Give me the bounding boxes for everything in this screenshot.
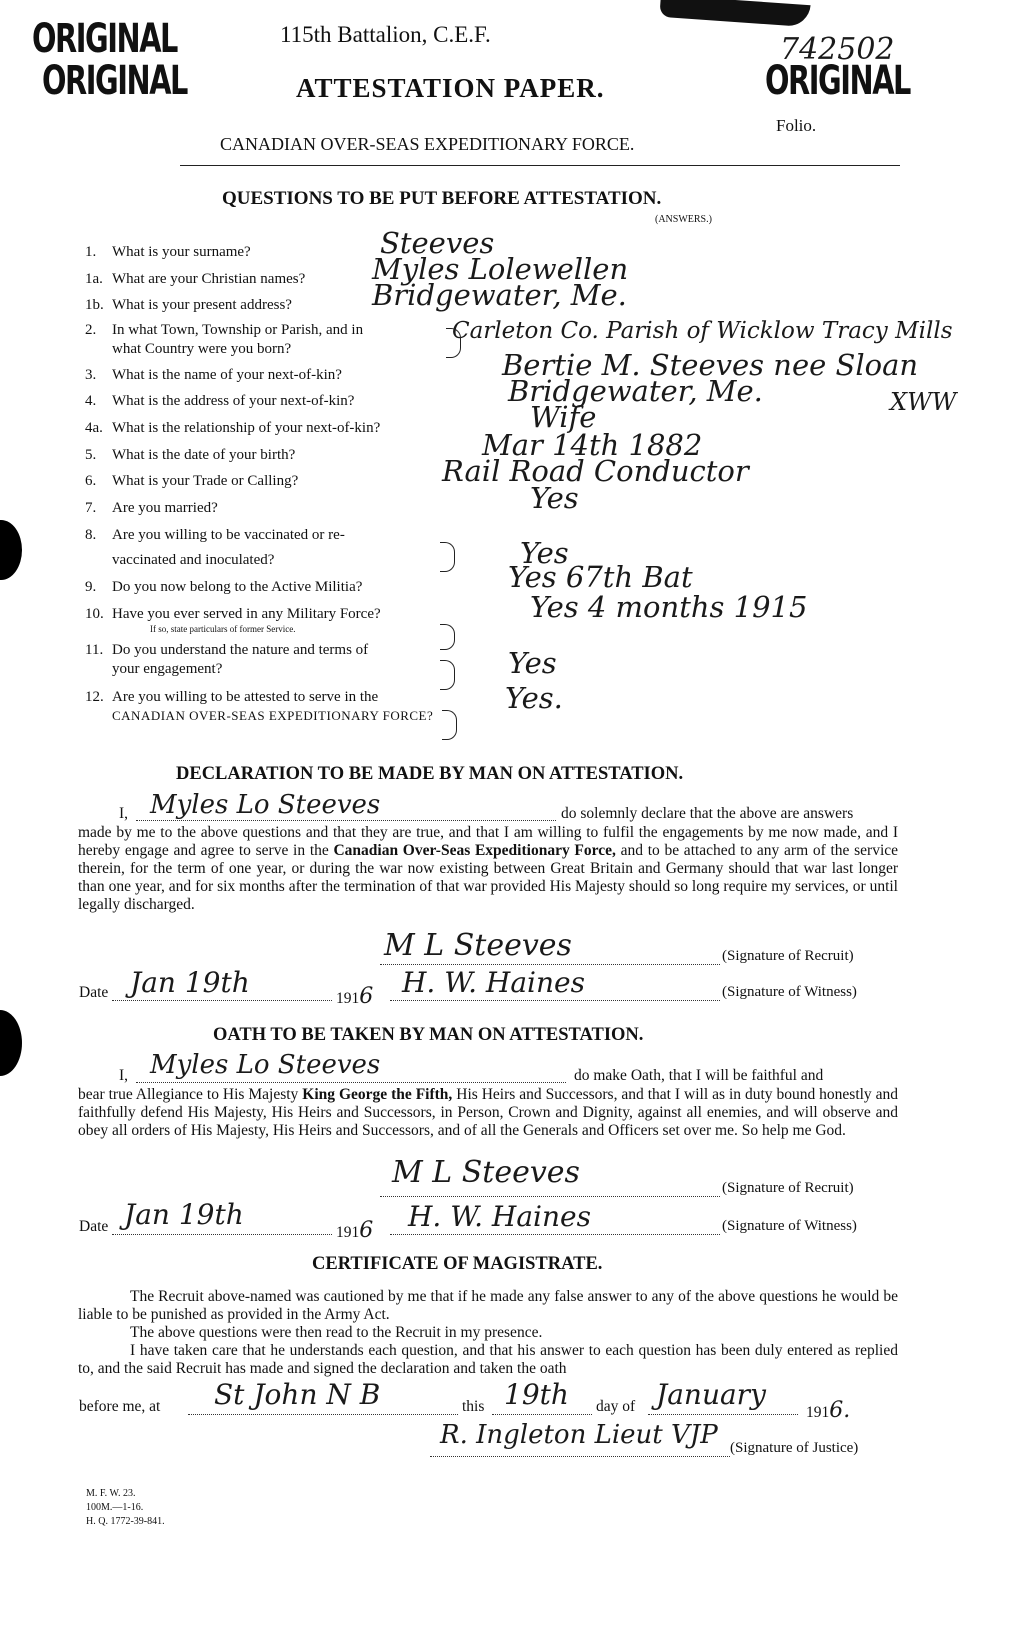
margin-initials: XWW (890, 388, 957, 416)
question-answer: Yes (530, 481, 579, 515)
battalion: 115th Battalion, C.E.F. (280, 22, 491, 47)
oath-date: Jan 19th (124, 1198, 244, 1231)
declaration-recruit-line (380, 964, 720, 965)
certificate-this-label: this (462, 1398, 485, 1415)
oath-body-2: His Heirs and Successors, and that I will as in duty bound honestly and faithfully defend His Majesty, His Heirs and Successors, in Person, Crown and Dignity, against all enemies, and will observe and obey all orders of His Majesty, His Heirs and Successors, and of all the Generals and Officers set over me. So help me God. (78, 1086, 899, 1139)
question-number: 4. (85, 393, 97, 409)
question-number: 11. (85, 642, 104, 658)
justice-signature: R. Ingleton Lieut VJP (440, 1420, 718, 1450)
question-text: What is the relationship of your next-of-kin? (112, 420, 381, 436)
question-number: 8. (85, 527, 97, 543)
question-number: 1b. (85, 297, 104, 313)
original-stamp-left-1: ORIGINAL (32, 16, 177, 62)
declaration-recruit-signature: M L Steeves (384, 928, 572, 963)
question-text: Are you willing to be attested to serve in the (112, 689, 379, 705)
folio-label: Folio. (776, 116, 817, 135)
question-text: What is your surname? (112, 244, 251, 260)
question-number: 10. (85, 606, 104, 622)
oath-title: OATH TO BE TAKEN BY MAN ON ATTESTATION. (213, 1025, 644, 1045)
footer-line-3: H. Q. 1772-39-841. (86, 1516, 165, 1527)
page-title: ATTESTATION PAPER. (296, 73, 605, 103)
oath-recruit-signature: M L Steeves (392, 1155, 580, 1190)
brace-q11 (440, 660, 455, 690)
declaration-body (78, 824, 898, 914)
question-number: 6. (85, 473, 97, 489)
declaration-date-line (112, 1000, 332, 1001)
question-answer: Carleton Co. Parish of Wicklow Tracy Mills (452, 318, 953, 344)
header-divider (180, 165, 900, 166)
question-number: 12. (85, 689, 104, 705)
declaration-name-line (136, 820, 556, 821)
question-answer: Bridgewater, Me. (508, 374, 763, 408)
certificate-month-line (648, 1414, 798, 1415)
certificate-before-me: before me, at (79, 1398, 161, 1415)
oath-recruit-line (380, 1196, 720, 1197)
oath-recruit-label: (Signature of Recruit) (722, 1180, 854, 1196)
punch-hole-top (0, 520, 22, 580)
certificate-year-prefix: 191 (806, 1404, 830, 1421)
question-text: What is the address of your next-of-kin? (112, 393, 355, 409)
oath-body (78, 1086, 898, 1140)
original-stamp-left-2: ORIGINAL (42, 58, 187, 104)
declaration-i-label: I, (119, 805, 129, 822)
oath-year-prefix: 191 (336, 1224, 360, 1241)
question-number: 1a. (85, 271, 103, 287)
certificate-p2: The above questions were then read to the Recruit in my presence. (130, 1324, 543, 1341)
question-text: Are you married? (112, 500, 218, 516)
certificate-year-suffix: 6. (829, 1398, 851, 1423)
declaration-name: Myles Lo Steeves (150, 790, 381, 820)
oath-date-label: Date (79, 1218, 109, 1235)
question-number: 1. (85, 244, 97, 260)
oath-i-label: I, (119, 1067, 129, 1084)
question-text-continued: vaccinated and inoculated? (112, 552, 275, 568)
question-text: Do you now belong to the Active Militia? (112, 579, 363, 595)
footer-line-2: 100M.—1-16. (86, 1502, 144, 1513)
question-number: 3. (85, 367, 97, 383)
original-stamp-right: ORIGINAL (765, 58, 910, 104)
question-answer: Yes 4 months 1915 (530, 590, 808, 624)
oath-year-suffix: 6 (359, 1218, 374, 1243)
oath-witness-line (390, 1234, 720, 1235)
answers-heading: (ANSWERS.) (655, 214, 712, 225)
certificate-p1: The Recruit above-named was cautioned by me that if he made any false answer to any of the above questions he would be liable to be punished as provided in the Army Act. (78, 1288, 898, 1323)
certificate-p3: I have taken care that he understands each question, and that his answer to each question has been duly entered as replied to, and the said Recruit has made and signed the declaration and taken the oath (78, 1342, 898, 1377)
footer-line-1: M. F. W. 23. (86, 1488, 136, 1499)
regimental-number: 742502 (780, 32, 895, 67)
declaration-witness-line (390, 1000, 720, 1001)
oath-name: Myles Lo Steeves (150, 1050, 381, 1080)
certificate-day-line (492, 1414, 592, 1415)
declaration-date-label: Date (79, 984, 109, 1001)
declaration-year-prefix: 191 (336, 990, 360, 1007)
declaration-title: DECLARATION TO BE MADE BY MAN ON ATTESTATION. (176, 764, 684, 784)
question-text-continued: your engagement? (112, 661, 223, 677)
question-answer: Rail Road Conductor (442, 454, 749, 488)
declaration-body-bold: Canadian Over-Seas Expeditionary Force, (333, 842, 616, 859)
question-text: What is the date of your birth? (112, 447, 296, 463)
declaration-text-after-name: do solemnly declare that the above are answers (561, 805, 854, 822)
question-text: Have you ever served in any Military Force? (112, 606, 381, 622)
corner-ink-blot (659, 0, 810, 27)
question-answer: Yes (520, 536, 569, 570)
declaration-witness-signature: H. W. Haines (402, 966, 585, 999)
certificate-place-line (188, 1414, 458, 1415)
question-text-continued: CANADIAN OVER-SEAS EXPEDITIONARY FORCE? (112, 708, 434, 723)
brace-q10 (440, 624, 455, 650)
brace-q12 (442, 710, 457, 740)
declaration-witness-label: (Signature of Witness) (722, 984, 857, 1000)
justice-signature-line (430, 1456, 730, 1457)
questions-title: QUESTIONS TO BE PUT BEFORE ATTESTATION. (222, 188, 662, 209)
question-text: What is the name of your next-of-kin? (112, 367, 342, 383)
punch-hole-bottom (0, 1010, 22, 1076)
page-subtitle: CANADIAN OVER-SEAS EXPEDITIONARY FORCE. (220, 134, 635, 154)
oath-text-after-name: do make Oath, that I will be faithful and (574, 1067, 824, 1084)
question-answer: Bridgewater, Me. (372, 278, 627, 312)
justice-label: (Signature of Justice) (730, 1440, 859, 1456)
question-text-continued: what Country were you born? (112, 341, 292, 357)
certificate-year (806, 1398, 850, 1423)
certificate-day: 19th (504, 1378, 569, 1411)
question-number: 2. (85, 322, 97, 338)
declaration-date: Jan 19th (130, 966, 250, 999)
question-text: What are your Christian names? (112, 271, 306, 287)
oath-witness-signature: H. W. Haines (408, 1200, 591, 1233)
question-number: 7. (85, 500, 97, 516)
brace-q2 (446, 328, 461, 358)
question-answer: Mar 14th 1882 (482, 428, 703, 462)
question-text: Do you understand the nature and terms of (112, 642, 369, 658)
oath-date-line (112, 1234, 332, 1235)
declaration-body-1: made by me to the above questions and that they are true, and that I am willing to fulfil the engagements by me now made, and I hereby engage and agree to serve in the (78, 824, 898, 859)
oath-body-bold: King George the Fifth, (302, 1086, 453, 1103)
question-text-continued: If so, state particulars of former Service. (150, 624, 296, 634)
question-answer: Yes. (505, 681, 563, 715)
declaration-year (336, 984, 373, 1009)
certificate-month: January (656, 1378, 766, 1411)
question-number: 4a. (85, 420, 103, 436)
question-text: Are you willing to be vaccinated or re- (112, 527, 345, 543)
oath-year (336, 1218, 373, 1243)
certificate-place: St John N B (214, 1378, 381, 1411)
declaration-recruit-label: (Signature of Recruit) (722, 948, 854, 964)
oath-name-line (136, 1082, 566, 1083)
question-answer: Myles Lolewellen (372, 252, 629, 286)
question-number: 9. (85, 579, 97, 595)
certificate-title: CERTIFICATE OF MAGISTRATE. (312, 1254, 603, 1274)
question-answer: Bertie M. Steeves nee Sloan (502, 348, 919, 382)
question-text: What is your Trade or Calling? (112, 473, 299, 489)
brace-q8 (440, 542, 455, 572)
question-answer: Yes (508, 646, 557, 680)
question-number: 5. (85, 447, 97, 463)
declaration-year-suffix: 6 (359, 984, 374, 1009)
question-answer: Wife (530, 400, 597, 434)
question-text: What is your present address? (112, 297, 292, 313)
declaration-body-2: and to be attached to any arm of the service therein, for the term of one year, or during the war now existing between Great Britain and Germany should that war last longer than one year, and for six months after the termination of that war provided His Majesty should so long require my services, or until legally discharged. (78, 842, 899, 913)
question-text: In what Town, Township or Parish, and in (112, 322, 364, 338)
certificate-day-of-label: day of (596, 1398, 636, 1415)
question-answer: Yes 67th Bat (508, 560, 693, 594)
question-answer: Steeves (380, 226, 495, 260)
oath-body-1: bear true Allegiance to His Majesty (78, 1086, 299, 1103)
oath-witness-label: (Signature of Witness) (722, 1218, 857, 1234)
